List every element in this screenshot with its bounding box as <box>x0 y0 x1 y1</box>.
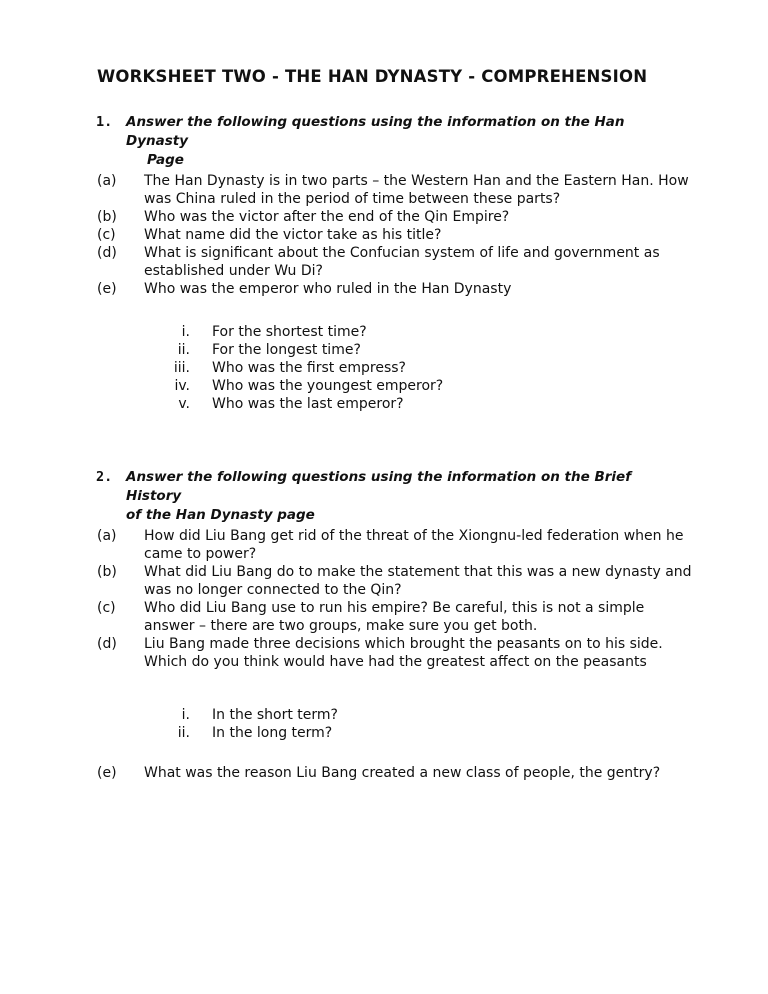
subquestion-text: Who was the youngest emperor? <box>212 378 444 394</box>
question-2e <box>97 764 697 782</box>
question-2a <box>97 527 697 563</box>
subquestion-text: For the shortest time? <box>212 324 367 340</box>
question-2b <box>97 563 697 599</box>
instruction-line-2: Page <box>147 152 184 168</box>
subquestion-text: Who was the last emperor? <box>212 396 404 412</box>
subquestion-text: In the short term? <box>212 707 338 723</box>
question-1b <box>97 208 697 226</box>
instruction-line-1: Answer the following questions using the information on the Han Dynasty <box>126 114 625 149</box>
roman-label: ii. <box>177 725 190 741</box>
roman-label: v. <box>178 396 190 412</box>
question-label: (b) <box>97 564 117 580</box>
subquestion-1e-iv <box>150 377 550 395</box>
question-text: What was the reason Liu Bang created a new class of people, the gentry? <box>144 765 661 781</box>
worksheet-title: WORKSHEET TWO - THE HAN DYNASTY - COMPREHENSION <box>97 67 648 86</box>
instruction-line-1: Answer the following questions using the information on the Brief History <box>126 469 632 504</box>
question-label: (b) <box>97 209 117 225</box>
question-text: What is significant about the Confucian system of life and government as established under Wu Di? <box>144 245 660 279</box>
question-1e <box>97 280 697 298</box>
section-2-heading <box>96 468 681 525</box>
question-label: (a) <box>97 528 117 544</box>
roman-label: i. <box>181 707 190 723</box>
question-1a <box>97 172 697 208</box>
subquestion-2d-ii <box>150 724 550 742</box>
section-number: 2. <box>96 469 113 485</box>
question-label: (c) <box>97 227 116 243</box>
question-label: (d) <box>97 636 117 652</box>
question-text: What did Liu Bang do to make the statement that this was a new dynasty and was no longer connected to the Qin? <box>144 564 692 598</box>
subquestion-1e-iii <box>150 359 550 377</box>
section-instruction <box>126 468 681 525</box>
subquestion-2d-i <box>150 706 550 724</box>
section-instruction <box>126 113 681 170</box>
question-2d <box>97 635 697 671</box>
subquestion-1e-ii <box>150 341 550 359</box>
roman-label: ii. <box>177 342 190 358</box>
roman-label: iii. <box>173 360 190 376</box>
subquestion-1e-v <box>150 395 550 413</box>
section-1-heading <box>96 113 681 170</box>
question-text: The Han Dynasty is in two parts – the Western Han and the Eastern Han. How was China ruled in the period of time between these parts? <box>144 173 689 207</box>
subquestion-text: For the longest time? <box>212 342 361 358</box>
question-text: What name did the victor take as his title? <box>144 227 442 243</box>
subquestion-text: In the long term? <box>212 725 333 741</box>
question-1c <box>97 226 697 244</box>
question-label: (d) <box>97 245 117 261</box>
section-number: 1. <box>96 114 113 130</box>
roman-label: i. <box>181 324 190 340</box>
question-label: (e) <box>97 281 117 297</box>
question-2c <box>97 599 697 635</box>
question-1d <box>97 244 697 280</box>
subquestion-1e-i <box>150 323 550 341</box>
subquestion-text: Who was the first empress? <box>212 360 406 376</box>
question-text: Who was the victor after the end of the Qin Empire? <box>144 209 510 225</box>
question-text: Who was the emperor who ruled in the Han Dynasty <box>144 281 512 297</box>
question-label: (e) <box>97 765 117 781</box>
instruction-line-2: of the Han Dynasty page <box>126 507 315 523</box>
question-text: How did Liu Bang get rid of the threat of the Xiongnu-led federation when he came to power? <box>144 528 684 562</box>
question-text: Liu Bang made three decisions which brought the peasants on to his side. Which do you think would have had the greatest affect on the peasants <box>144 636 663 670</box>
question-text: Who did Liu Bang use to run his empire? Be careful, this is not a simple answer – there are two groups, make sure you get both. <box>144 600 645 634</box>
roman-label: iv. <box>174 378 190 394</box>
question-label: (c) <box>97 600 116 616</box>
question-label: (a) <box>97 173 117 189</box>
